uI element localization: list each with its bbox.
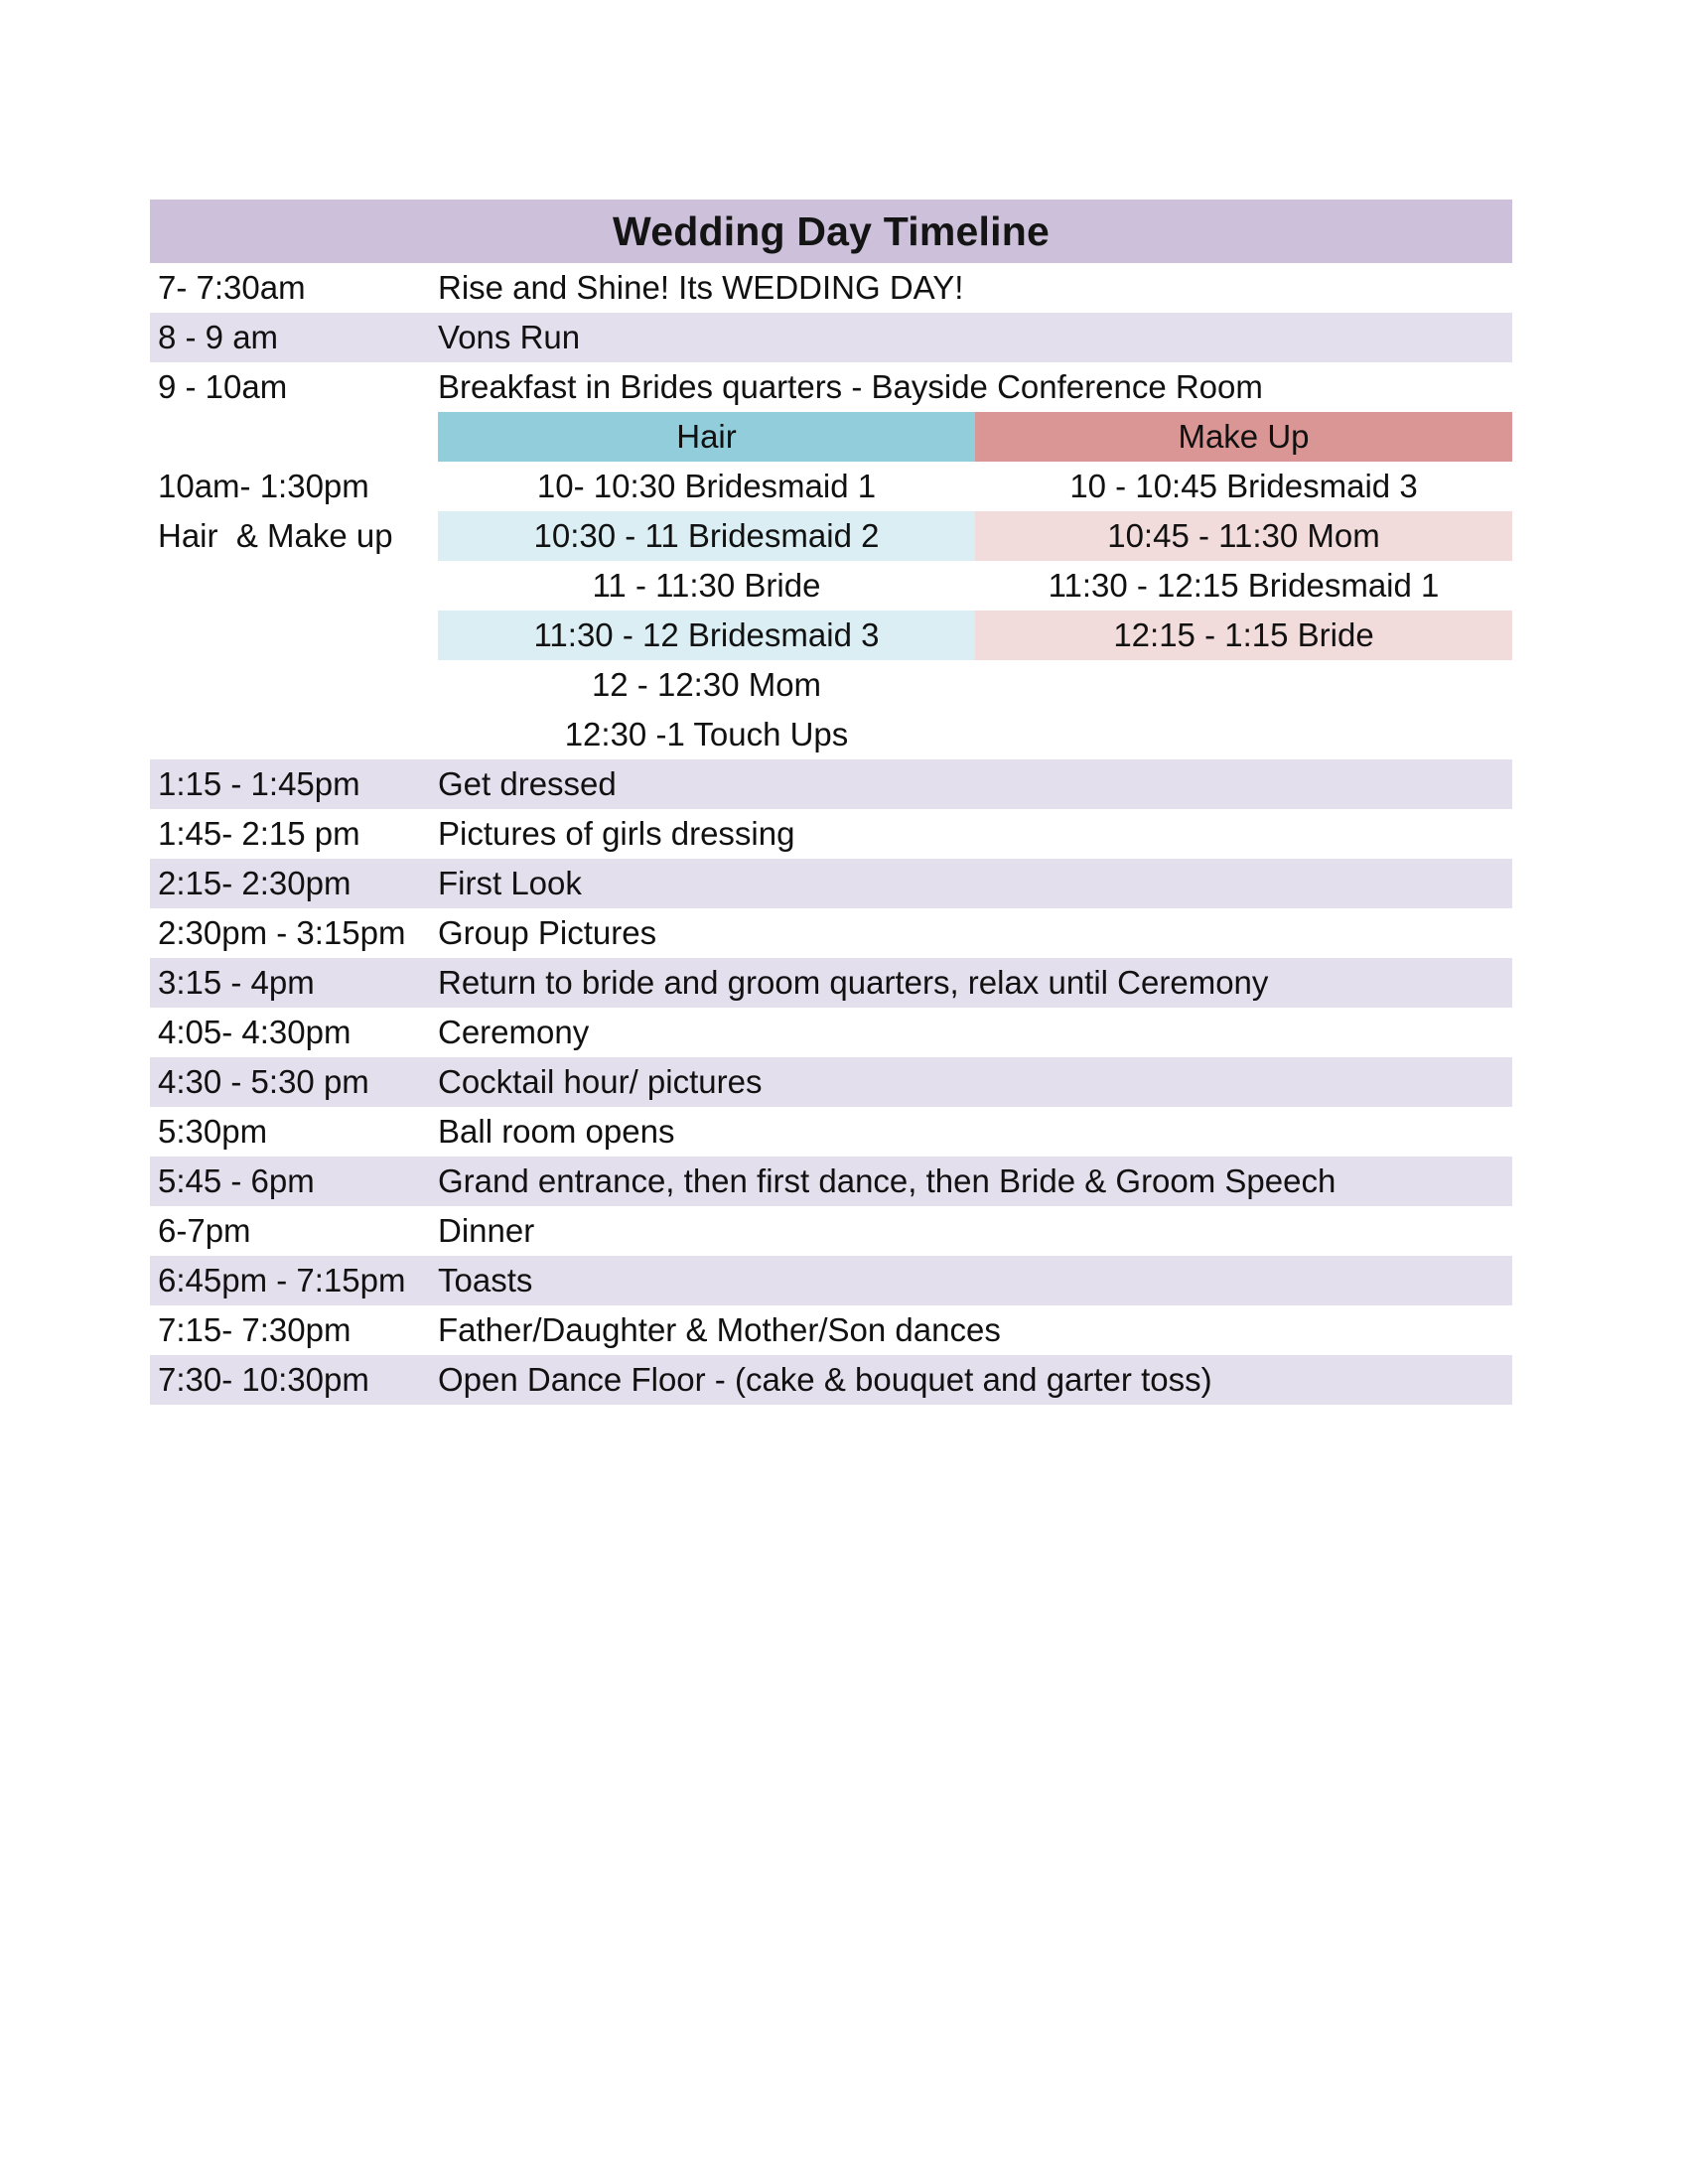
makeup-slot: 10:45 - 11:30 Mom <box>975 511 1512 561</box>
title-band <box>150 200 1512 263</box>
row-time: 7:15- 7:30pm <box>158 1311 352 1348</box>
row-event: Rise and Shine! Its WEDDING DAY! <box>438 269 964 306</box>
timeline-row <box>150 1355 1512 1405</box>
row-event: Father/Daughter & Mother/Son dances <box>438 1311 1001 1348</box>
timeline-row <box>150 1107 1512 1157</box>
row-event: Pictures of girls dressing <box>438 815 795 852</box>
row-event: Dinner <box>438 1212 535 1249</box>
row-event: Toasts <box>438 1262 533 1298</box>
hair-makeup-label: Hair & Make up <box>158 517 393 554</box>
row-event: Return to bride and groom quarters, relax until Ceremony <box>438 964 1269 1001</box>
row-time: 6-7pm <box>158 1212 251 1249</box>
row-time: 1:15 - 1:45pm <box>158 765 360 802</box>
makeup-slot: 12:15 - 1:15 Bride <box>975 611 1512 660</box>
row-time: 8 - 9 am <box>158 319 279 355</box>
page-title: Wedding Day Timeline <box>613 207 1050 254</box>
hair-slot: 10:30 - 11 Bridesmaid 2 <box>438 511 975 561</box>
hair-slot: 11:30 - 12 Bridesmaid 3 <box>438 611 975 660</box>
row-time: 6:45pm - 7:15pm <box>158 1262 406 1298</box>
timeline-row <box>150 1206 1512 1256</box>
timeline-row <box>150 313 1512 362</box>
makeup-slot: 11:30 - 12:15 Bridesmaid 1 <box>1048 567 1440 604</box>
row-time: 9 - 10am <box>158 368 288 405</box>
timeline-row <box>150 1157 1512 1206</box>
timeline-row <box>150 1305 1512 1355</box>
row-event: Ceremony <box>438 1014 590 1050</box>
row-time: 4:30 - 5:30 pm <box>158 1063 369 1100</box>
row-time: 7- 7:30am <box>158 269 306 306</box>
hair-makeup-time: 10am- 1:30pm <box>158 468 369 504</box>
hair-slot: 12 - 12:30 Mom <box>591 666 822 703</box>
row-event: Open Dance Floor - (cake & bouquet and garter toss) <box>438 1361 1212 1398</box>
row-event: Ball room opens <box>438 1113 675 1150</box>
row-time: 5:30pm <box>158 1113 268 1150</box>
timeline-row <box>150 1256 1512 1305</box>
timeline-row <box>150 809 1512 859</box>
hair-makeup-row <box>438 561 1512 611</box>
hair-column-header: Hair <box>438 412 975 462</box>
row-time: 3:15 - 4pm <box>158 964 315 1001</box>
row-event: Grand entrance, then first dance, then Bride & Groom Speech <box>438 1162 1336 1199</box>
row-time: 2:30pm - 3:15pm <box>158 914 406 951</box>
hair-makeup-grid <box>438 412 1512 759</box>
hair-makeup-label-column <box>150 412 438 759</box>
row-event: Cocktail hour/ pictures <box>438 1063 763 1100</box>
hair-makeup-row <box>438 660 1512 710</box>
row-event: Group Pictures <box>438 914 657 951</box>
timeline-row <box>150 759 1512 809</box>
row-event: Get dressed <box>438 765 617 802</box>
row-event: Vons Run <box>438 319 581 355</box>
timeline-sheet <box>150 200 1512 1405</box>
timeline-row <box>150 1008 1512 1057</box>
row-event: First Look <box>438 865 582 901</box>
timeline-row <box>150 958 1512 1008</box>
hair-makeup-row <box>438 611 1512 660</box>
timeline-row <box>150 859 1512 908</box>
hair-makeup-row <box>438 710 1512 759</box>
hair-makeup-row <box>438 462 1512 511</box>
hair-makeup-header-row <box>438 412 1512 462</box>
timeline-row <box>150 362 1512 412</box>
hair-slot: 11 - 11:30 Bride <box>592 567 821 604</box>
hair-makeup-row <box>438 511 1512 561</box>
timeline-row <box>150 263 1512 313</box>
row-time: 5:45 - 6pm <box>158 1162 315 1199</box>
hair-slot: 10- 10:30 Bridesmaid 1 <box>536 468 877 504</box>
makeup-slot <box>975 660 1512 710</box>
row-event: Breakfast in Brides quarters - Bayside Conference Room <box>438 368 1263 405</box>
hair-slot: 12:30 -1 Touch Ups <box>564 716 849 752</box>
row-time: 1:45- 2:15 pm <box>158 815 360 852</box>
makeup-column-header: Make Up <box>975 412 1512 462</box>
makeup-slot <box>975 710 1512 759</box>
timeline-row <box>150 908 1512 958</box>
row-time: 4:05- 4:30pm <box>158 1014 352 1050</box>
row-time: 2:15- 2:30pm <box>158 865 352 901</box>
hair-makeup-block <box>150 412 1512 759</box>
timeline-row <box>150 1057 1512 1107</box>
row-time: 7:30- 10:30pm <box>158 1361 369 1398</box>
makeup-slot: 10 - 10:45 Bridesmaid 3 <box>1069 468 1418 504</box>
